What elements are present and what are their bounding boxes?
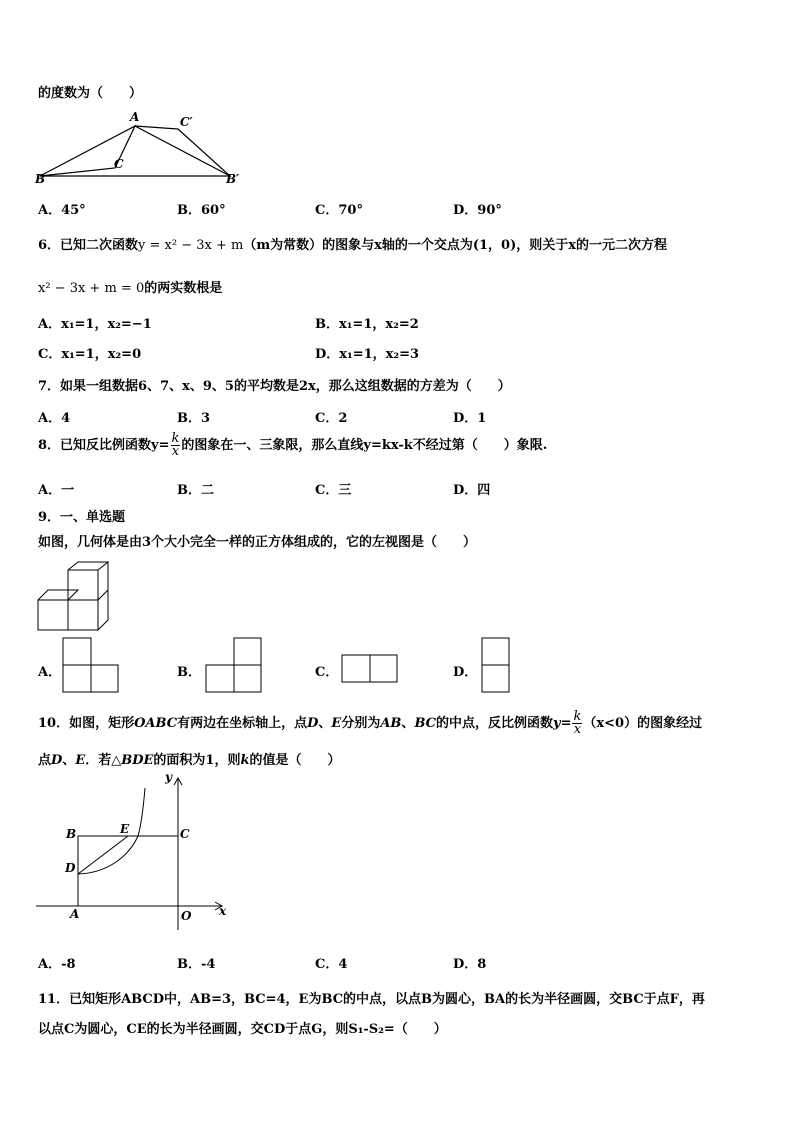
q10-stem-line2: 点D、E．若△BDE的面积为1，则k的值是（ ） xyxy=(38,753,341,768)
q10-option-c: C．4 xyxy=(315,957,348,972)
q9-cube-figure xyxy=(36,560,116,632)
label-B: B xyxy=(35,172,46,186)
q6-option-d: D．x₁=1，x₂=3 xyxy=(315,347,420,362)
q8-option-b: B．二 xyxy=(177,483,214,498)
q6-stem: 6．已知二次函数y = x² − 3x + m（m为常数）的图象与x轴的一个交点为(1，0)，则关于x的一元二次方程 xyxy=(38,238,667,253)
q9-option-b: B． xyxy=(177,665,201,680)
label-C: C xyxy=(114,157,124,171)
q10-stem-line1: 10．如图，矩形OABC有两边在坐标轴上，点D、E分别为AB、BC的中点，反比例函数y= $\frac{k}{x}$ （x<0）的图象经过 xyxy=(38,709,703,737)
label-C: C xyxy=(180,827,190,841)
label-x: x xyxy=(219,904,227,918)
q7-option-c: C．2 xyxy=(315,411,348,426)
q10-coordinate-figure xyxy=(36,770,236,935)
label-A: A xyxy=(70,907,80,921)
label-Bprime: B′ xyxy=(226,172,240,186)
q6-option-c: C．x₁=1，x₂=0 xyxy=(38,347,142,362)
q6-equation-line: x² − 3x + m = 0的两实数根是 xyxy=(38,281,223,296)
q10-option-d: D．8 xyxy=(453,957,487,972)
q9-option-a: A． xyxy=(38,665,62,680)
q8-option-c: C．三 xyxy=(315,483,352,498)
label-A: A xyxy=(130,110,140,124)
q9-option-d: D． xyxy=(453,665,478,680)
q7-option-b: B．3 xyxy=(177,411,211,426)
q8-fraction: $\frac{k}{x}$ xyxy=(171,431,180,459)
q9-option-b-figure xyxy=(205,637,263,693)
q10-option-b: B．-4 xyxy=(177,957,216,972)
q5-continuation: 的度数为（ ） xyxy=(38,86,143,101)
q9-option-d-figure xyxy=(481,637,511,693)
q7-option-a: A．4 xyxy=(38,411,71,426)
label-Cprime: C′ xyxy=(180,115,193,129)
q5-option-a: A．45° xyxy=(38,203,86,218)
q7-stem: 7．如果一组数据6、7、x、9、5的平均数是2x，那么这组数据的方差为（ ） xyxy=(38,379,511,394)
q5-triangle-figure xyxy=(30,108,245,188)
q8-option-d: D．四 xyxy=(453,483,491,498)
q9-option-c-figure xyxy=(341,654,399,684)
q9-title: 9．一、单选题 xyxy=(38,510,126,525)
q6-option-a: A．x₁=1，x₂=−1 xyxy=(38,317,152,332)
q11-stem-line1: 11．已知矩形ABCD中，AB=3，BC=4，E为BC的中点，以点B为圆心，BA的长为半径画圆，交BC于点F，再 xyxy=(38,992,705,1007)
q10-option-a: A．-8 xyxy=(38,957,76,972)
label-y: y xyxy=(165,770,172,784)
q11-stem-line2: 以点C为圆心，CE的长为半径画圆，交CD于点G，则S₁-S₂=（ ） xyxy=(38,1022,447,1037)
q5-option-d: D．90° xyxy=(453,203,502,218)
label-B: B xyxy=(66,827,77,841)
q7-option-d: D．1 xyxy=(453,411,487,426)
label-E: E xyxy=(120,822,130,836)
q9-stem: 如图，几何体是由3个大小完全一样的正方体组成的，它的左视图是（ ） xyxy=(38,535,477,550)
q9-option-a-figure xyxy=(62,637,120,693)
label-O: O xyxy=(181,909,192,923)
q6-option-b: B．x₁=1，x₂=2 xyxy=(315,317,419,332)
label-D: D xyxy=(65,861,76,875)
q9-option-c: C． xyxy=(315,665,339,680)
q8-option-a: A．一 xyxy=(38,483,75,498)
q5-option-b: B．60° xyxy=(177,203,226,218)
q8-stem: 8．已知反比例函数y= $\frac{k}{x}$ 的图象在一、三象限，那么直线y=kx-k不经过第（ ）象限. xyxy=(38,431,548,459)
q5-option-c: C．70° xyxy=(315,203,363,218)
